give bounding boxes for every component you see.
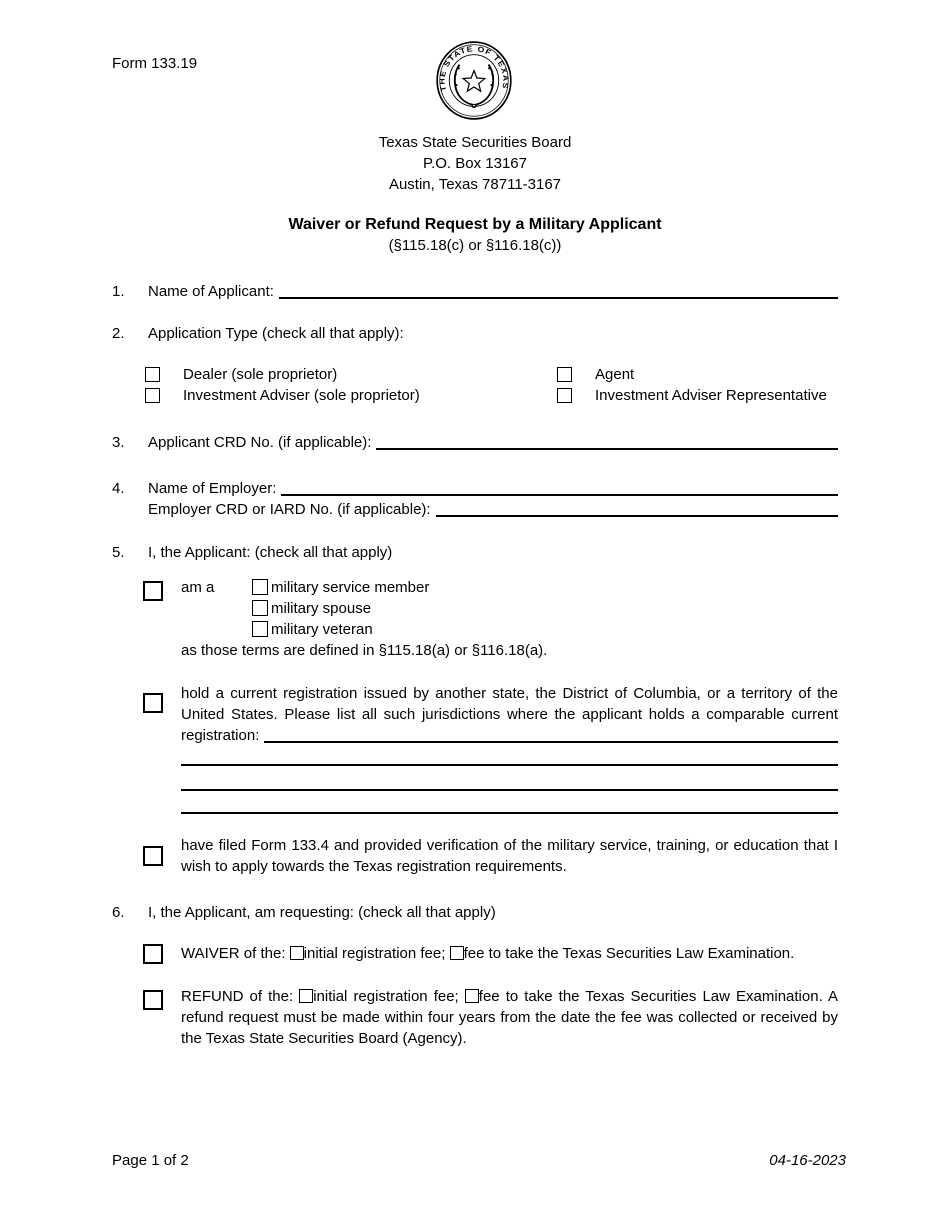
item-3-label: Applicant CRD No. (if applicable): [148, 434, 372, 451]
iar-label: Investment Adviser Representative [595, 387, 827, 404]
application-type-row-2 [112, 385, 838, 406]
item-5 [112, 542, 838, 563]
dealer-label: Dealer (sole proprietor) [183, 366, 338, 383]
waiver-initial-fee-checkbox[interactable] [290, 946, 304, 960]
filed-form-checkbox[interactable] [143, 846, 163, 866]
filed-form-line-2: wish to apply towards the Texas registration requirements. [181, 858, 567, 875]
military-veteran-label: military veteran [271, 621, 373, 638]
item-1 [112, 281, 838, 302]
item-6-number: 6. [112, 904, 125, 921]
jurisdictions-field-1[interactable] [181, 764, 838, 766]
filed-form-line-1: have filed Form 133.4 and provided verification of the military service, training, or education that I [181, 837, 838, 854]
page-number: Page 1 of 2 [112, 1152, 189, 1169]
hold-registration-line-1: hold a current registration issued by another state, the District of Columbia, or a territory of the [181, 685, 838, 702]
item-6 [112, 902, 838, 923]
item-1-label: Name of Applicant: [148, 283, 274, 300]
refund-checkbox[interactable] [143, 990, 163, 1010]
item-3 [112, 432, 838, 453]
waiver-opt1: initial registration fee; [303, 945, 446, 962]
item-2-label: Application Type (check all that apply): [148, 325, 404, 342]
form-number: Form 133.19 [112, 55, 198, 72]
refund-opt1: initial registration fee; [313, 988, 459, 1005]
filed-form-group [112, 835, 838, 877]
item-2 [112, 323, 838, 344]
application-type-row-1 [112, 364, 838, 385]
employer-crd-label: Employer CRD or IARD No. (if applicable): [148, 501, 431, 518]
employer-name-label: Name of Employer: [148, 480, 277, 497]
item-4 [112, 478, 838, 520]
item-3-number: 3. [112, 434, 125, 451]
jurisdictions-field-2[interactable] [181, 789, 838, 791]
terms-note: as those terms are defined in §115.18(a) or §116.18(a). [181, 642, 548, 659]
investment-adviser-checkbox[interactable] [145, 388, 160, 403]
investment-adviser-label: Investment Adviser (sole proprietor) [183, 387, 420, 404]
applicant-crd-field[interactable] [376, 432, 838, 450]
refund-group [112, 986, 838, 1049]
am-a-label: am a [181, 579, 215, 596]
item-5-number: 5. [112, 544, 125, 561]
waiver-checkbox[interactable] [143, 944, 163, 964]
agency-name: Texas State Securities Board [378, 134, 572, 151]
hold-registration-group [112, 683, 838, 746]
employer-name-field[interactable] [281, 478, 838, 496]
agency-address [0, 132, 950, 195]
refund-opt2: fee to take the Texas Securities Law Examination. A [478, 988, 838, 1005]
revision-date: 04-16-2023 [769, 1152, 846, 1169]
agency-po-box: P.O. Box 13167 [423, 155, 527, 172]
refund-initial-fee-checkbox[interactable] [299, 989, 313, 1003]
refund-line-3: the Texas State Securities Board (Agency). [181, 1030, 467, 1047]
agency-city: Austin, Texas 78711-3167 [388, 176, 562, 193]
military-spouse-label: military spouse [271, 600, 372, 617]
texas-state-seal-icon [436, 41, 512, 120]
military-spouse-checkbox[interactable] [252, 600, 268, 616]
item-6-label: I, the Applicant, am requesting: (check all that apply) [148, 904, 496, 921]
hold-registration-line-2: United States. Please list all such jurisdictions where the applicant holds a comparable current [181, 706, 838, 723]
am-a-group [112, 577, 838, 661]
registration-label: registration: [181, 727, 260, 744]
military-service-member-checkbox[interactable] [252, 579, 268, 595]
seal-text: THE STATE OF TEXAS [437, 44, 511, 93]
dealer-checkbox[interactable] [145, 367, 160, 382]
refund-prefix: REFUND of the: [181, 988, 294, 1005]
iar-checkbox[interactable] [557, 388, 572, 403]
refund-exam-fee-checkbox[interactable] [465, 989, 479, 1003]
form-subtitle: (§115.18(c) or §116.18(c)) [388, 237, 562, 254]
item-4-number: 4. [112, 480, 125, 497]
military-service-member-label: military service member [271, 579, 430, 596]
employer-crd-field[interactable] [436, 499, 838, 517]
application-type-options [112, 364, 838, 406]
waiver-prefix: WAIVER of the: [181, 945, 286, 962]
am-a-checkbox[interactable] [143, 581, 163, 601]
waiver-group [112, 943, 838, 964]
waiver-opt2: fee to take the Texas Securities Law Examination. [463, 945, 795, 962]
jurisdictions-field-0[interactable] [264, 725, 838, 743]
refund-line-2: refund request must be made within four years from the date the fee was collected or received by [181, 1009, 838, 1026]
military-veteran-checkbox[interactable] [252, 621, 268, 637]
hold-registration-checkbox[interactable] [143, 693, 163, 713]
name-of-applicant-field[interactable] [279, 281, 838, 299]
jurisdictions-field-3[interactable] [181, 812, 838, 814]
item-1-number: 1. [112, 283, 125, 300]
agent-label: Agent [595, 366, 635, 383]
form-title: Waiver or Refund Request by a Military Applicant [288, 216, 662, 233]
form-title-block [0, 214, 950, 256]
waiver-exam-fee-checkbox[interactable] [450, 946, 464, 960]
military-options [252, 577, 429, 640]
item-2-number: 2. [112, 325, 125, 342]
agent-checkbox[interactable] [557, 367, 572, 382]
item-5-label: I, the Applicant: (check all that apply) [148, 544, 393, 561]
